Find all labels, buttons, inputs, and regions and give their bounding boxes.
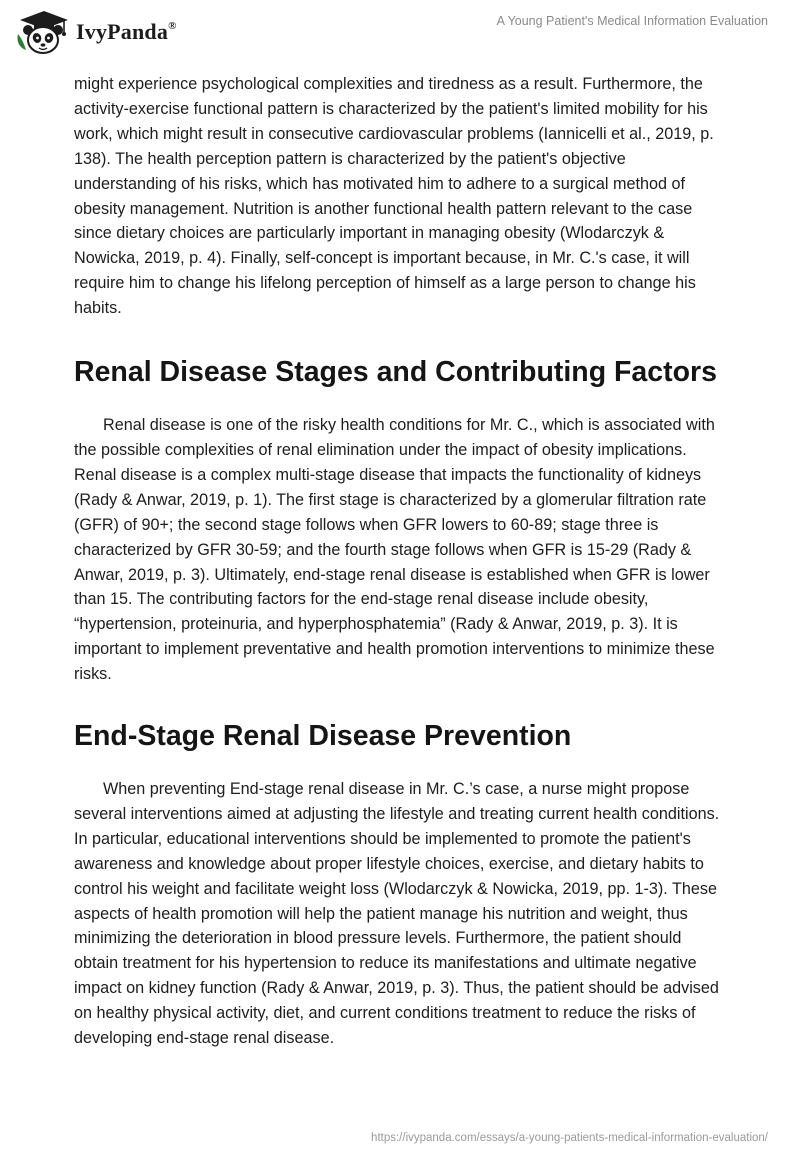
document-title: A Young Patient's Medical Information Evaluation <box>496 14 768 28</box>
section-heading-renal-stages: Renal Disease Stages and Contributing Factors <box>74 356 717 389</box>
source-url[interactable]: https://ivypanda.com/essays/a-young-patients-medical-information-evaluation/ <box>371 1132 768 1144</box>
panda-graduate-icon <box>14 8 70 56</box>
intro-paragraph: might experience psychological complexities and tiredness as a result. Furthermore, the activity-exercise functional pattern is characterized by the patient's limited mobility for his work, which might result in consecutive cardiovascular problems (Iannicelli et al., 2019, p. 138). The health perception pattern is characterized by the patient's objective understanding of his risks, which has motivated him to adhere to a surgical method of obesity management. Nutrition is another functional health pattern relevant to the case since dietary choices are particularly important in managing obesity (Wlodarczyk & Nowicka, 2019, p. 4). Finally, self-concept is important because, in Mr. C.'s case, it will require him to change his lifelong perception of himself as a large person to change his habits. <box>74 75 714 318</box>
renal-stages-paragraph: Renal disease is one of the risky health conditions for Mr. C., which is associated with the possible complexities of renal elimination under the impact of obesity implications. Renal disease is a complex multi-stage disease that impacts the functionality of kidneys (Rady & Anwar, 2019, p. 1). The first stage is characterized by a glomerular filtration rate (GFR) of 90+; the second stage follows when GFR lowers to 60-89; stage three is characterized by GFR 30-59; and the fourth stage follows when GFR is 15-29 (Rady & Anwar, 2019, p. 3). Ultimately, end-stage renal disease is established when GFR is lower than 15. The contributing factors for the end-stage renal disease include obesity, “hypertension, proteinuria, and hyperphosphatemia” (Rady & Anwar, 2019, p. 3). It is important to implement preventative and health promotion interventions to minimize these risks. <box>74 416 715 684</box>
brand-logo[interactable] <box>14 8 177 56</box>
section-heading-esrd-prevention: End-Stage Renal Disease Prevention <box>74 720 572 753</box>
page-header <box>0 0 800 60</box>
essay-body <box>74 72 726 1051</box>
esrd-prevention-paragraph: When preventing End-stage renal disease in Mr. C.’s case, a nurse might propose several interventions aimed at adjusting the lifestyle and treating current health conditions. In particular, educational interventions should be implemented to promote the patient's awareness and knowledge about proper lifestyle choices, exercise, and dietary habits to control his weight and facilitate weight loss (Wlodarczyk & Nowicka, 2019, pp. 1-3). These aspects of health promotion will help the patient manage his nutrition and weight, thus minimizing the deterioration in blood pressure levels. Furthermore, the patient should obtain treatment for his hypertension to reduce its manifestations and ultimate negative impact on kidney function (Rady & Anwar, 2019, p. 3). Thus, the patient should be advised on healthy physical activity, diet, and current conditions treatment to reduce the risks of developing end-stage renal disease. <box>74 780 720 1048</box>
brand-name: IvyPanda® <box>76 19 177 44</box>
